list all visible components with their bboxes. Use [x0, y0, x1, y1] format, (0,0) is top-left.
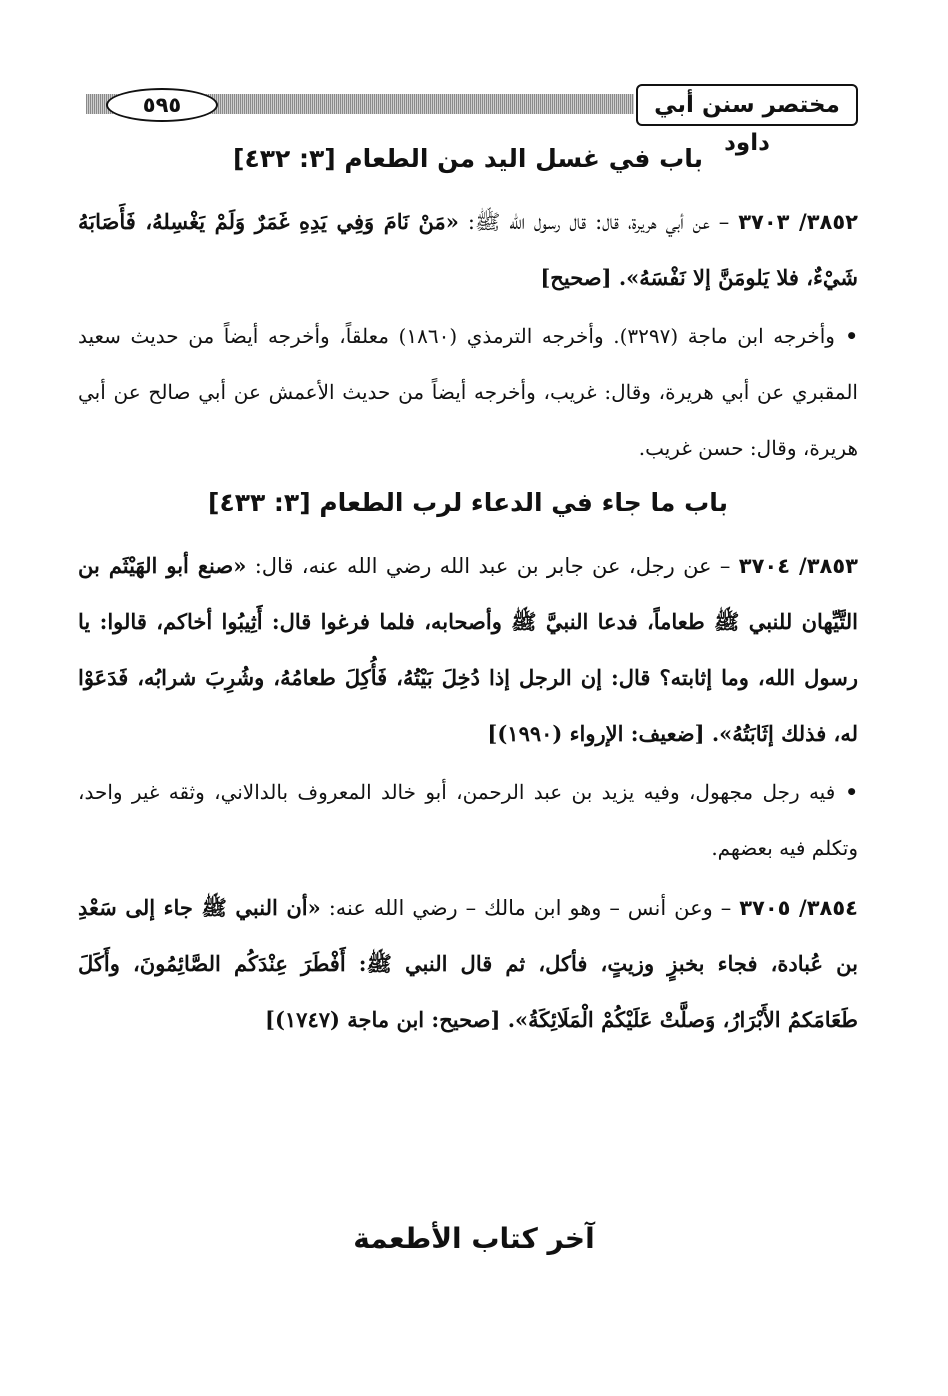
hadith-paragraph — [78, 194, 858, 306]
hadith-isnad: – عن رجل، عن جابر بن عبد الله رضي الله عنه، قال: — [246, 554, 739, 578]
bullet-mark: • — [834, 324, 858, 348]
chapter-heading: باب ما جاء في الدعاء لرب الطعام [٣: ٤٣٣] — [208, 488, 728, 517]
note-text: وأخرجه ابن ماجة (٣٢٩٧). وأخرجه الترمذي (١٨٦٠) معلقاً، وأخرجه أيضاً من حديث سعيد المقبري عن أبي هريرة، وقال: غريب، وأخرجه أيضاً من حديث الأعمش عن أبي صالح عن أبي هريرة، وقال: حسن غريب. — [78, 324, 858, 460]
hadith-paragraph — [78, 538, 858, 762]
chapter-heading: باب في غسل اليد من الطعام [٣: ٤٣٢] — [233, 144, 703, 173]
hadith-number: ٣٨٥٤/ ٣٧٠٥ — [739, 896, 858, 920]
page-number: ٥٩٥ — [106, 88, 218, 122]
hadith-matn: «صنع أبو الهَيْثَم بن التَّيِّهان للنبي ﷺ طعاماً، فدعا النبيَّ ﷺ وأصحابه، فلما فرغوا قال: أَثِيبُوا أخاكم، قالوا: يا رسول الله، وما إثابته؟ قال: إن الرجل إذا دُخِلَ بَيْتُهُ، فَأُكِلَ طعامُهُ، وشُرِبَ شرابُه، فَدَعَوْا له، فذلك إثَابَتُهُ». [ضعيف: الإرواء (١٩٩٠)] — [78, 553, 858, 746]
hadith-isnad: – وعن أنس – وهو ابن مالك – رضي الله عنه: — [320, 896, 740, 920]
hadith-matn: «مَنْ نَامَ وَفِي يَدِهِ غَمَرٌ وَلَمْ يَغْسِلهُ، فَأَصَابَهُ شَيْءٌ، فلا يَلومَنَّ إلا نَفْسَهُ». [صحيح] — [78, 209, 858, 290]
hadith-number: ٣٨٥٣/ ٣٧٠٤ — [738, 554, 858, 578]
book-title: مختصر سنن أبي داود — [636, 84, 858, 126]
page-body — [78, 132, 858, 1050]
hadith-matn: «أن النبي ﷺ جاء إلى سَعْدِ بن عُبادة، فجاء بخبزٍ وزيتٍ، فأكل، ثم قال النبي ﷺ: أَفْطَرَ عِنْدَكُم الصَّائِمُونَ، وأَكَلَ طَعَامَكمُ الأَبْرَارُ، وَصلَّتْ عَلَيْكُمْ الْمَلَائِكَةُ». [صحيح: ابن ماجة (١٧٤٧)] — [78, 895, 858, 1032]
note-text: فيه رجل مجهول، وفيه يزيد بن عبد الرحمن، أبو خالد المعروف بالدالاني، وثقه غير واحد، وتكلم فيه بعضهم. — [78, 780, 858, 860]
commentary-note — [78, 308, 858, 476]
commentary-note — [78, 764, 858, 876]
hadith-isnad: – عن أبي هريرة، قال: قال رسول الله ﷺ: — [458, 210, 739, 234]
hadith-number: ٣٨٥٢/ ٣٧٠٣ — [738, 210, 859, 234]
hadith-paragraph — [78, 880, 858, 1048]
page-header — [86, 84, 858, 156]
bullet-mark: • — [835, 780, 858, 804]
book-end-title: آخر كتاب الأطعمة — [353, 1222, 595, 1255]
